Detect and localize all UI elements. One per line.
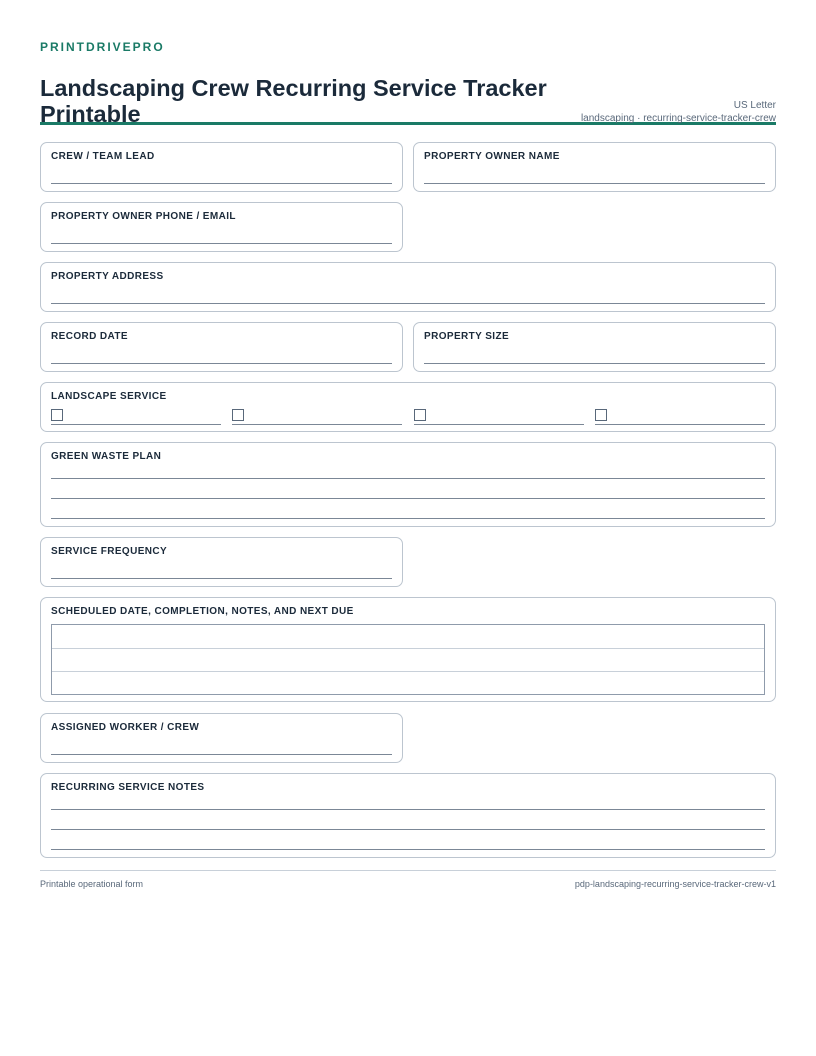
field-label: GREEN WASTE PLAN <box>51 451 162 462</box>
owner-contact-field[interactable] <box>40 202 403 252</box>
table-row-divider <box>52 648 764 649</box>
field-label: SERVICE FREQUENCY <box>51 546 168 557</box>
write-line[interactable] <box>424 363 765 364</box>
assigned-worker-field[interactable] <box>40 713 403 763</box>
landscape-service-field <box>40 382 776 432</box>
footer-form-id: pdp-landscaping-recurring-service-tracker-crew-v1 <box>574 879 776 889</box>
write-line[interactable] <box>51 849 765 850</box>
write-line[interactable] <box>51 578 392 579</box>
service-option-1[interactable] <box>51 409 221 425</box>
field-label: RECURRING SERVICE NOTES <box>51 782 205 793</box>
recurring-notes-field[interactable] <box>40 773 776 858</box>
field-label: SCHEDULED DATE, COMPLETION, NOTES, AND NEXT DUE <box>51 606 354 617</box>
checkbox[interactable] <box>414 409 426 421</box>
field-label: CREW / TEAM LEAD <box>51 151 155 162</box>
footer-description: Printable operational form <box>40 879 144 889</box>
page-footer <box>40 870 776 889</box>
field-label: RECORD DATE <box>51 331 128 342</box>
form-page <box>40 40 776 125</box>
brand-wordmark: PRINTDRIVEPRO <box>40 40 165 54</box>
field-label: PROPERTY OWNER PHONE / EMAIL <box>51 211 236 222</box>
page-title: Landscaping Crew Recurring Service Tracker Printable <box>40 75 547 127</box>
paper-size: US Letter <box>733 100 776 111</box>
field-label: PROPERTY OWNER NAME <box>424 151 560 162</box>
property-address-field[interactable] <box>40 262 776 312</box>
service-option-3[interactable] <box>414 409 584 425</box>
write-line[interactable] <box>51 829 765 830</box>
field-label: PROPERTY ADDRESS <box>51 271 164 282</box>
schedule-grid[interactable] <box>51 624 765 695</box>
table-row-divider <box>52 671 764 672</box>
record-date-field[interactable] <box>40 322 403 372</box>
write-line[interactable] <box>51 754 392 755</box>
schedule-table-field <box>40 597 776 702</box>
checkbox[interactable] <box>595 409 607 421</box>
write-line[interactable] <box>51 518 765 519</box>
write-line[interactable] <box>424 183 765 184</box>
service-option-4[interactable] <box>595 409 765 425</box>
write-line[interactable] <box>51 303 765 304</box>
service-option-2[interactable] <box>232 409 402 425</box>
service-frequency-field[interactable] <box>40 537 403 587</box>
write-line[interactable] <box>51 363 392 364</box>
write-line[interactable] <box>51 809 765 810</box>
write-line[interactable] <box>51 478 765 479</box>
form-header <box>40 55 776 125</box>
field-label: LANDSCAPE SERVICE <box>51 391 167 402</box>
checkbox[interactable] <box>51 409 63 421</box>
checkbox[interactable] <box>232 409 244 421</box>
property-size-field[interactable] <box>413 322 776 372</box>
green-waste-plan-field[interactable] <box>40 442 776 527</box>
field-label: PROPERTY SIZE <box>424 331 510 342</box>
write-line[interactable] <box>51 243 392 244</box>
field-label: ASSIGNED WORKER / CREW <box>51 722 200 733</box>
document-meta <box>581 99 776 125</box>
owner-name-field[interactable] <box>413 142 776 192</box>
write-line[interactable] <box>51 498 765 499</box>
template-category: landscaping · recurring-service-tracker-crew <box>580 113 776 124</box>
crew-lead-field[interactable] <box>40 142 403 192</box>
write-line[interactable] <box>51 183 392 184</box>
